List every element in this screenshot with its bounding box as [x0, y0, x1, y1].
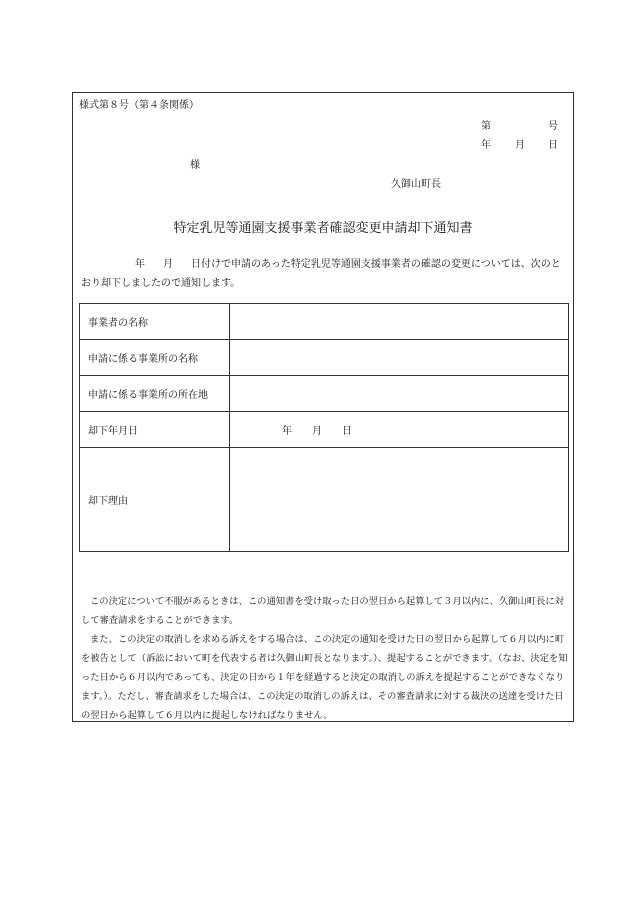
date-day: 日 [548, 140, 558, 151]
table-row [80, 412, 569, 448]
row-value-business-name [230, 304, 569, 340]
form-number: 様式第８号（第４条関係） [79, 100, 199, 111]
document-title: 特定乳児等通園支援事業者確認変更申請却下通知書 [173, 221, 473, 236]
table-row [80, 448, 569, 552]
intro-year: 年 [135, 259, 145, 270]
row-label-rejection-reason: 却下理由 [80, 448, 230, 552]
table-row [80, 376, 569, 412]
rejection-date-year: 年 [282, 426, 292, 437]
intro-text: 日付けで申請のあった特定乳児等通園支援事業者の確認の変更については、次のとおり却下しましたので通知します。 [81, 259, 561, 289]
appeal-note-lawsuit: また、この決定の取消しを求める訴えをする場合は、この決定の通知を受けた日の翌日から起算して６月以内に町を被告として（訴訟において町を代表する者は久御山町長となります。）、提起することができます。（なお、決定を知った日から６月以内であっても、決定の日から１年を経過すると決定の取消しの訴えを提起することができなくなります。）。ただし、審査請求をした場合は、この決定の取消しの訴えは、その審査請求に対する裁決の送達を受けた日の翌日から起算して６月以内に提起しなければなりません。 [81, 634, 568, 721]
table-row [80, 304, 569, 340]
row-value-facility-address [230, 376, 569, 412]
intro-month: 月 [163, 259, 173, 270]
appeal-notes [81, 592, 569, 725]
date-month: 月 [515, 140, 525, 151]
info-table [79, 303, 569, 552]
intro-paragraph [81, 255, 569, 293]
rejection-date-month: 月 [312, 426, 322, 437]
addressee-suffix: 様 [190, 160, 200, 171]
table-row [80, 340, 569, 376]
row-label-rejection-date: 却下年月日 [80, 412, 230, 448]
doc-number-suffix: 号 [548, 121, 558, 132]
row-label-facility-address: 申請に係る事業所の所在地 [80, 376, 230, 412]
appeal-note-review: この決定について不服があるときは、この通知書を受け取った日の翌日から起算して３月以内に、久御山町長に対して審査請求をすることができます。 [81, 596, 564, 626]
row-value-rejection-reason [230, 448, 569, 552]
row-label-business-name: 事業者の名称 [80, 304, 230, 340]
issuer-name: 久御山町長 [391, 179, 441, 190]
row-value-rejection-date [230, 412, 569, 448]
date-year: 年 [481, 140, 491, 151]
doc-number-prefix: 第 [481, 121, 491, 132]
row-value-facility-name [230, 340, 569, 376]
document-frame [72, 92, 574, 722]
rejection-date-day: 日 [342, 426, 352, 437]
row-label-facility-name: 申請に係る事業所の名称 [80, 340, 230, 376]
